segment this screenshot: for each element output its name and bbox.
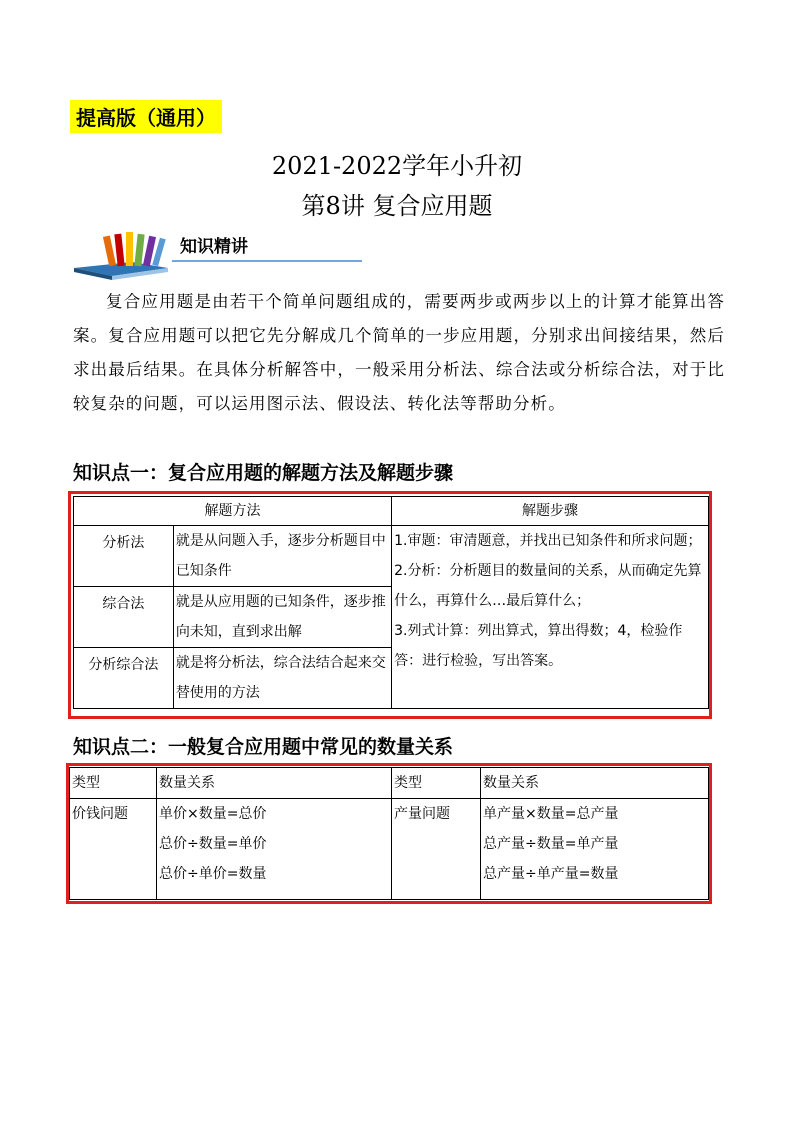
method-desc: 就是从应用题的已知条件，逐步推向未知，直到求出解 xyxy=(173,587,391,648)
relation-item: 总产量÷单产量=数量 xyxy=(483,866,619,882)
method-desc: 就是从问题入手，逐步分析题目中已知条件 xyxy=(173,526,391,587)
method-desc: 就是将分析法，综合法结合起来交替使用的方法 xyxy=(173,648,391,709)
section-banner xyxy=(72,228,302,280)
table-row xyxy=(70,799,709,900)
steps-cell xyxy=(392,526,709,709)
methods-steps-table xyxy=(73,496,709,709)
table-header: 数量关系 xyxy=(481,768,709,799)
knowledge-point-1-heading: 知识点一：复合应用题的解题方法及解题步骤 xyxy=(73,462,454,484)
step-item: 3.列式计算：列出算式，算出得数；4，检验作答：进行检验，写出答案。 xyxy=(394,623,683,669)
intro-paragraph: 复合应用题是由若干个简单问题组成的，需要两步或两步以上的计算才能算出答案。复合应用题可以把它先分解成几个简单的一步应用题，分别求出间接结果，然后求出最后结果。在具体分析解答中，一般采用分析法、综合法或分析综合法，对于比较复杂的问题，可以运用图示法、假设法、转化法等帮助分析。 xyxy=(73,292,725,413)
type-cell: 产量问题 xyxy=(392,799,481,900)
books-icon xyxy=(72,228,172,280)
relations-cell xyxy=(481,799,709,900)
table-header: 类型 xyxy=(392,768,481,799)
methods-steps-table-frame xyxy=(68,491,712,719)
method-name: 分析综合法 xyxy=(74,648,174,709)
knowledge-point-2-heading: 知识点二：一般复合应用题中常见的数量关系 xyxy=(73,736,454,758)
page-title-lesson: 第8讲 复合应用题 xyxy=(301,192,493,220)
section-banner-label: 知识精讲 xyxy=(180,237,248,257)
table-header: 数量关系 xyxy=(157,768,392,799)
method-name: 分析法 xyxy=(74,526,174,587)
relation-item: 总产量÷数量=单产量 xyxy=(483,836,619,852)
quantity-relations-table-frame xyxy=(66,763,712,904)
relation-item: 总价÷数量=单价 xyxy=(159,836,267,852)
step-item: 2.分析：分析题目的数量间的关系，从而确定先算什么，再算什么…最后算什么； xyxy=(394,563,702,609)
edition-tag: 提高版（通用） xyxy=(70,100,222,133)
type-cell: 价钱问题 xyxy=(70,799,157,900)
table-header: 类型 xyxy=(70,768,157,799)
relation-item: 总价÷单价=数量 xyxy=(159,866,267,882)
page-title-year: 2021-2022学年小升初 xyxy=(271,152,523,180)
quantity-relations-table xyxy=(69,767,709,900)
table-header: 解题步骤 xyxy=(392,497,709,526)
relations-cell xyxy=(157,799,392,900)
relation-item: 单产量×数量=总产量 xyxy=(483,806,619,822)
step-item: 1.审题：审清题意，并找出已知条件和所求问题； xyxy=(394,533,702,549)
table-header: 解题方法 xyxy=(74,497,392,526)
section-banner-underline xyxy=(172,260,362,262)
relation-item: 单价×数量=总价 xyxy=(159,806,267,822)
method-name: 综合法 xyxy=(74,587,174,648)
